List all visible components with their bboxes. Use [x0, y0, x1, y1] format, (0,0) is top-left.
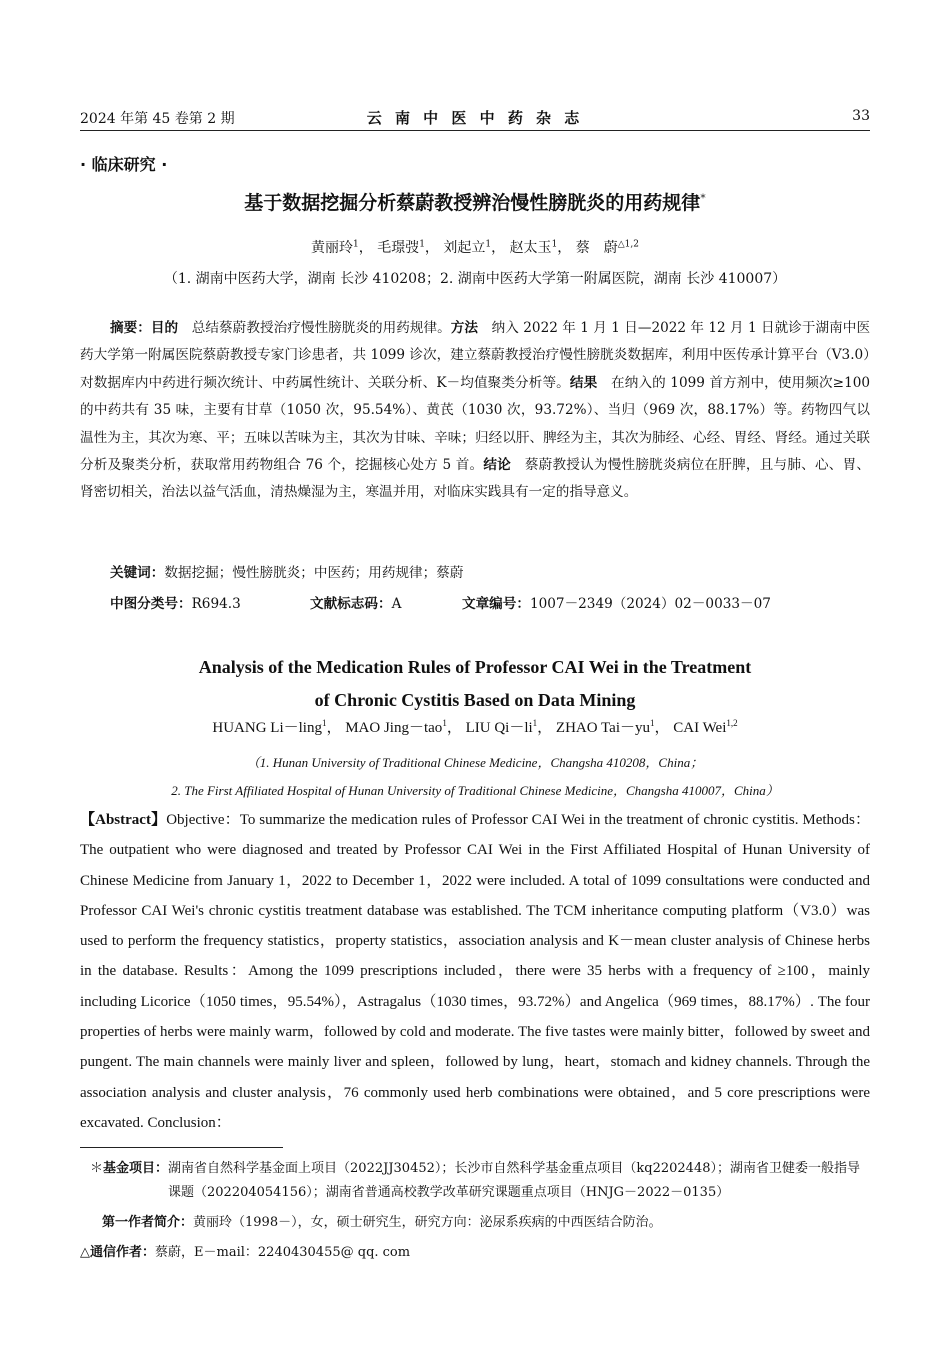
fund-mark: ＊ [90, 1161, 104, 1176]
clc-label: 中图分类号： [110, 596, 192, 612]
author-name: 刘起立 [443, 240, 486, 256]
english-title-line: of Chronic Cystitis Based on Data Mining [314, 690, 636, 710]
results-text: 在纳入的 1099 首方剂中，使用频次≥100 的中药共有 35 味，主要有甘草（1050 次，95.54%）、黄芪（1030 次，93.72%）、当归（969 次，88.17%）等。药物四气以温性为主，其次为寒、平；五味以苦味为主，其次为甘味、辛味；归经以肝、脾经为主，其次为肺经、心经、胃经、肾经。通过关联分析及聚类分析，获取常用药物组合 76 个，挖掘核心处方 5 首。 [80, 374, 871, 474]
affiliation-en-2: 2. The First Affiliated Hospital of Hunan University of Traditional Chinese Medicine，Changsha 410007，China） [171, 783, 779, 798]
author-name: LIU Qi－li [465, 720, 533, 736]
author-affil-mark: 1 [442, 718, 447, 728]
author-name: HUANG Li－ling [212, 720, 322, 736]
corresponding-label: 通信作者： [90, 1245, 156, 1260]
author-name: 毛璟弢 [377, 240, 420, 256]
doc-label: 文献标志码： [310, 596, 392, 612]
author-name: MAO Jing－tao [345, 720, 443, 736]
doc-value: A [391, 596, 402, 612]
results-label: 结果 [569, 374, 598, 391]
abstract-en-text: Objective：To summarize the medication rules of Professor CAI Wei in the treatment of chronic cystitis. Methods：The outpatient who were diagnosed and treated by Professor CAI Wei in the First Affiliated Hospital of Hunan University of Chinese Medicine from January 1，2022 to December 1，2022 were included. A total of 1099 consultations were conducted and Professor CAI Wei's chronic cystitis treatment database was established. The TCM inheritance computing platform（V3.0）was used to perform the frequency statistics，property statistics，association analysis and K－mean cluster analysis of Chinese herbs in the database. Results：Among the 1099 prescriptions included，there were 35 herbs with a frequency of ≥100，mainly including Licorice（1050 times，95.54%），Astragalus（1030 times，93.72%）and Angelica（969 times，88.17%）. The four properties of herbs were mainly warm，followed by cold and moderate. The five tastes were mainly bitter，followed by sweet and pungent. The main channels were mainly liver and spleen，followed by lung，heart，stomach and kidney channels. Through the association analysis and cluster analysis，76 commonly used herb combinations were obtained，and 5 core prescriptions were excavated. Conclusion： [80, 812, 870, 1131]
methods-label: 方法 [450, 320, 479, 336]
abstract-en [80, 805, 870, 1138]
section-label: · 临床研究 · [80, 155, 168, 174]
author-affil-mark: △1,2 [617, 239, 639, 250]
document-code [310, 592, 401, 612]
author-name: ZHAO Tai－yu [555, 720, 651, 736]
title-footnote-mark: * [700, 191, 706, 205]
objective-text: 总结蔡蔚教授治疗慢性膀胱炎的用药规律。 [191, 320, 451, 336]
title-text: 基于数据挖掘分析蔡蔚教授辨治慢性膀胱炎的用药规律 [244, 192, 701, 214]
article-value: 1007－2349（2024）02－0033－07 [529, 596, 771, 612]
journal-name: 云 南 中 医 中 药 杂 志 [366, 109, 584, 127]
methods-text: 纳入 2022 年 1 月 1 日—2022 年 12 月 1 日就诊于湖南中医药大学第一附属医院蔡蔚教授专家门诊患者，共 1099 诊次，建立蔡蔚教授治疗慢性膀胱炎数据库，利用中医传承计算平台（V3.0）对数据库内中药进行频次统计、中药属性统计、关联分析、K－均值聚类分析等。 [80, 320, 871, 391]
running-header [80, 108, 870, 131]
author-affil-mark: 1,2 [726, 718, 738, 728]
author-list-cn: 黄丽玲$^1$， 毛璟弢$^1$， 刘起立$^1$， 赵太玉$^1$， 蔡 蔚$^{\triangle 1,2}$ [311, 239, 639, 256]
first-author-text: 黄丽玲（1998－），女，硕士研究生，研究方向：泌尿系疾病的中西医结合防治。 [193, 1215, 662, 1230]
keywords-text: 数据挖掘；慢性膀胱炎；中医药；用药规律；蔡蔚 [164, 565, 464, 581]
english-title-line: Analysis of the Medication Rules of Professor CAI Wei in the Treatment [198, 657, 752, 677]
abstract-label: 摘要： [110, 320, 151, 336]
author-affil-mark: 1 [321, 718, 327, 728]
clc-code [110, 592, 241, 612]
page-title [80, 188, 870, 215]
objective-label: 目的 [150, 320, 179, 336]
author-affil-mark: 1 [532, 718, 538, 728]
author-affil-mark: 1 [419, 239, 425, 250]
page-number: 33 [852, 108, 870, 124]
conclusion-label: 结论 [483, 457, 511, 474]
first-author-label: 第一作者简介： [102, 1215, 194, 1230]
affiliation-en-1: （1. Hunan University of Traditional Chinese Medicine，Changsha 410208，China； [246, 755, 704, 770]
corresponding-mark: △ [80, 1245, 90, 1260]
author-list-en: HUANG Li－ling$^1$， MAO Jing－tao$^1$， LIU $Qi-li^1$， ZHAO $Tai-yu^1$， CAI Wei$^{1,2}$ [212, 718, 738, 736]
author-affil-mark: 1 [485, 239, 492, 250]
corresponding-footnote [80, 1241, 870, 1265]
author-name: 赵太玉 [509, 240, 552, 256]
article-number [462, 592, 771, 612]
fund-label: 基金项目： [103, 1161, 169, 1176]
corresponding-text: 蔡蔚，E－mail：2240430455@ qq. com [155, 1245, 411, 1260]
affiliations-cn: （1. 湖南中医药大学，湖南 长沙 410208；2. 湖南中医药大学第一附属医院，湖南 长沙 410007） [163, 271, 787, 287]
article-label: 文章编号： [462, 596, 530, 612]
classification-line [110, 592, 870, 612]
keywords-label: 关键词： [110, 565, 165, 581]
fund-text: 湖南省自然科学基金面上项目（2022JJ30452）；长沙市自然科学基金重点项目（kq2202448）；湖南省卫健委一般指导课题（202204054156）；湖南省普通高校教学改革研究课题重点项目（HNJG－2022－0135） [168, 1161, 860, 1200]
abstract-en-label: 【Abstract】 [80, 812, 167, 828]
author-affil-mark: 1 [650, 718, 655, 728]
fund-footnote [80, 1157, 870, 1205]
keywords [110, 561, 463, 581]
author-affil-mark: 1 [551, 239, 558, 250]
author-name: 黄丽玲 [311, 240, 353, 256]
issue-info: 2024 年第 45 卷第 2 期 [80, 111, 235, 127]
conclusion-text: 蔡蔚教授认为慢性膀胱炎病位在肝脾，且与肺、心、胃、肾密切相关，治法以益气活血，清热燥湿为主，寒温并用，对临床实践具有一定的指导意义。 [80, 457, 871, 501]
abstract-cn [80, 315, 870, 507]
footnote-divider [80, 1147, 283, 1148]
author-name: CAI Wei [673, 720, 727, 736]
author-affil-mark: 1 [353, 239, 359, 250]
first-author-footnote [80, 1211, 870, 1235]
author-name: 蔡 蔚 [575, 240, 618, 256]
english-title [80, 651, 870, 717]
clc-value: R694.3 [191, 596, 241, 612]
footnotes [80, 1157, 870, 1265]
